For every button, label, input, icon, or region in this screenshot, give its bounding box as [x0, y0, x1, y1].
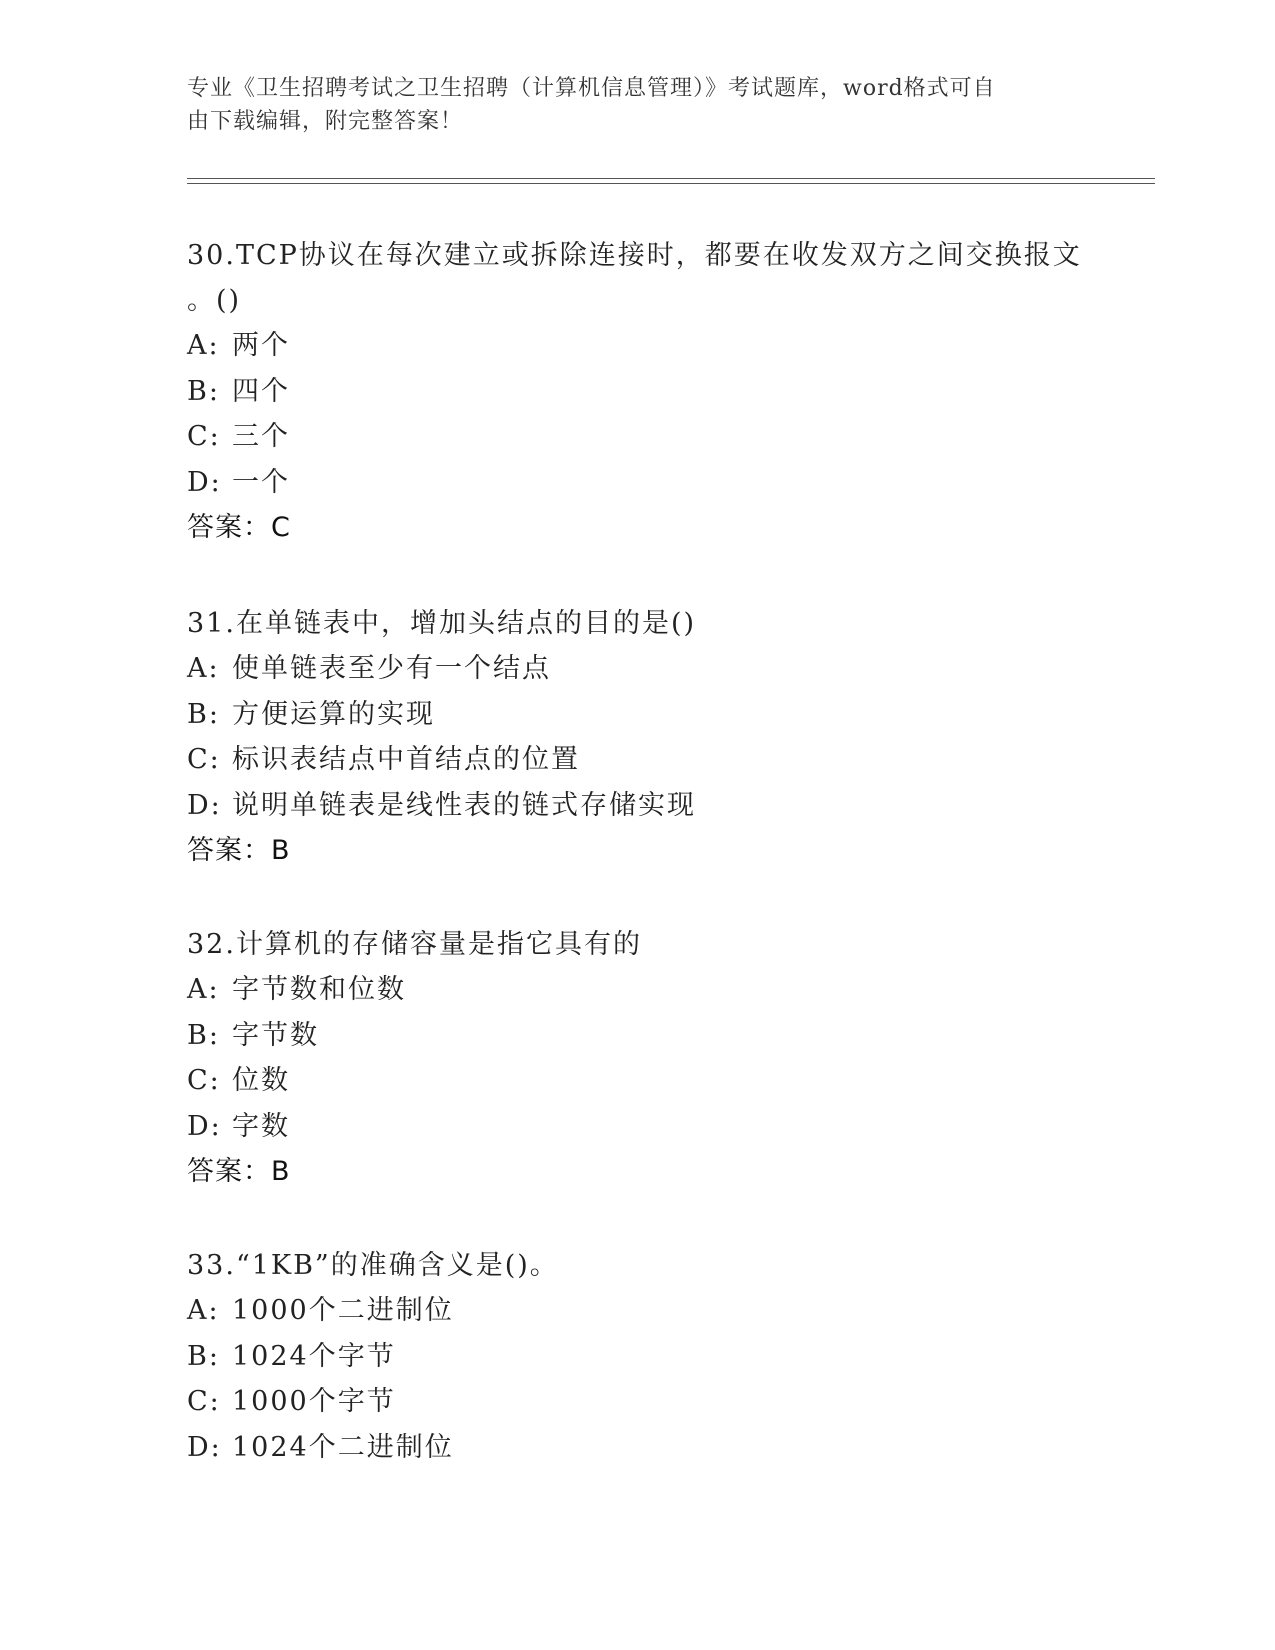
header-divider-bottom — [187, 183, 1155, 184]
option-a — [187, 967, 1087, 1013]
option-c — [187, 1379, 1087, 1425]
option-d — [187, 1104, 1087, 1150]
option-b — [187, 1334, 1087, 1380]
question-stem: 30.TCP协议在每次建立或拆除连接时，都要在收发双方之间交换报文 — [187, 240, 1082, 271]
option-key: B: — [187, 1340, 220, 1372]
option-key: D: — [187, 1431, 222, 1463]
option-c — [187, 737, 1087, 783]
option-key: A: — [187, 974, 220, 1005]
option-text: 1024个二进制位 — [232, 1431, 454, 1463]
answer-text: 答案：B — [187, 835, 291, 866]
option-text: 方便运算的实现 — [232, 698, 435, 730]
question-stem-continued: 。() — [187, 285, 242, 316]
option-key: A: — [187, 1295, 220, 1326]
option-text: 1024个字节 — [232, 1340, 396, 1372]
option-text: 四个 — [232, 375, 290, 407]
document-header — [187, 72, 1067, 138]
option-d — [187, 460, 1087, 506]
answer-text: 答案：B — [187, 1156, 291, 1187]
option-text: 字节数 — [232, 1019, 319, 1051]
question-32 — [187, 922, 1087, 1195]
option-a — [187, 1288, 1087, 1334]
question-stem: 31.在单链表中，增加头结点的目的是() — [187, 608, 697, 639]
option-c — [187, 414, 1087, 460]
header-line-2: 由下载编辑，附完整答案！ — [187, 109, 464, 134]
header-line-1: 专业《卫生招聘考试之卫生招聘（计算机信息管理）》考试题库，word格式可自 — [187, 76, 996, 101]
option-key: B: — [187, 375, 220, 407]
option-key: C: — [187, 1386, 221, 1417]
option-text: 两个 — [232, 330, 290, 361]
option-text: 1000个二进制位 — [232, 1295, 454, 1326]
option-text: 字数 — [232, 1110, 290, 1142]
option-text: 说明单链表是线性表的链式存储实现 — [232, 789, 696, 821]
question-stem: 32.计算机的存储容量是指它具有的 — [187, 929, 642, 960]
option-b — [187, 1013, 1087, 1059]
option-key: A: — [187, 330, 220, 361]
option-key: C: — [187, 421, 221, 452]
option-text: 三个 — [232, 421, 290, 452]
option-key: B: — [187, 1019, 220, 1051]
option-key: D: — [187, 466, 222, 498]
option-key: B: — [187, 698, 220, 730]
option-a — [187, 646, 1087, 692]
question-stem: 33.“1KB”的准确含义是()。 — [187, 1250, 559, 1281]
option-a — [187, 323, 1087, 369]
answer-text: 答案：C — [187, 512, 291, 543]
option-b — [187, 369, 1087, 415]
option-b — [187, 692, 1087, 738]
option-key: A: — [187, 653, 220, 684]
option-key: D: — [187, 1110, 222, 1142]
option-text: 1000个字节 — [232, 1386, 396, 1417]
option-text: 字节数和位数 — [232, 974, 406, 1005]
option-key: C: — [187, 1065, 221, 1096]
option-text: 一个 — [232, 466, 290, 498]
option-d — [187, 783, 1087, 829]
option-d — [187, 1425, 1087, 1471]
question-33 — [187, 1243, 1087, 1470]
option-key: D: — [187, 789, 222, 821]
header-divider-top — [187, 178, 1155, 179]
question-30 — [187, 233, 1087, 551]
question-31 — [187, 601, 1087, 874]
option-key: C: — [187, 744, 221, 775]
option-text: 使单链表至少有一个结点 — [232, 653, 551, 684]
option-text: 位数 — [232, 1065, 290, 1096]
option-c — [187, 1058, 1087, 1104]
option-text: 标识表结点中首结点的位置 — [232, 744, 580, 775]
